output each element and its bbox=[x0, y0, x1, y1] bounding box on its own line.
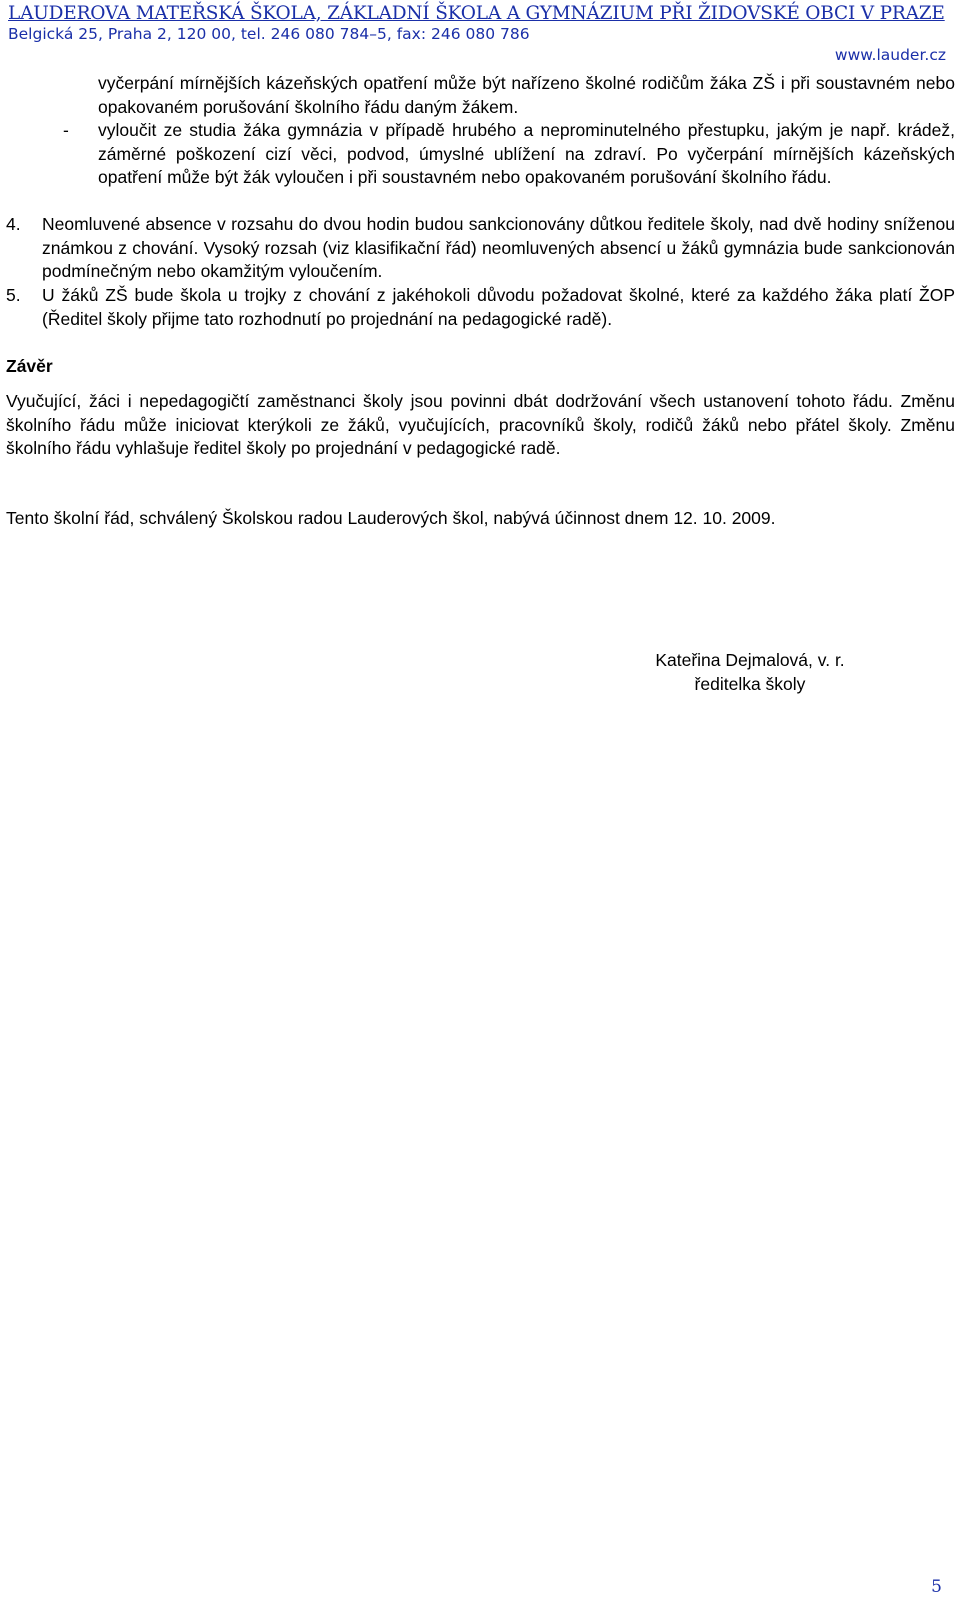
bullet-dash: - bbox=[63, 120, 69, 140]
section-heading: Závěr bbox=[6, 356, 53, 376]
page-number: 5 bbox=[931, 1577, 942, 1597]
effective-date-paragraph: Tento školní řád, schválený Školskou radou Lauderových škol, nabývá účinnost dnem 12. 10. 2009. bbox=[6, 508, 776, 528]
school-website: www.lauder.cz bbox=[834, 46, 946, 64]
item-number-5: 5. bbox=[6, 285, 21, 305]
continuation-paragraph: vyčerpání mírnějších kázeňských opatření může být nařízeno školné rodičům žáka ZŠ i při soustavném nebo opakovaném porušování školního řádu daným žákem. bbox=[98, 73, 955, 117]
item-text-4: Neomluvené absence v rozsahu do dvou hodin budou sankcionovány důtkou ředitele školy, nad dvě hodiny sníženou známkou z chování. Vysoký rozsah (viz klasifikační řád) neomluvených absencí u žáků gymnázia bude sankcionován podmínečným nebo okamžitým vyloučením. bbox=[42, 214, 955, 281]
school-address: Belgická 25, Praha 2, 120 00, tel. 246 080 784–5, fax: 246 080 786 bbox=[8, 25, 530, 43]
bullet-paragraph: vyloučit ze studia žáka gymnázia v případě hrubého a neprominutelného přestupku, jakým je např. krádež, záměrné poškození cizí věci, podvod, úmyslné ublížení na zdraví. Po vyčerpání mírnějších kázeňských opatření může být žák vyloučen i při soustavném nebo opakovaném porušování školního řádu. bbox=[98, 120, 955, 187]
signature-name: Kateřina Dejmalová, v. r. bbox=[655, 650, 845, 670]
item-number-4: 4. bbox=[6, 214, 21, 234]
signature-role: ředitelka školy bbox=[694, 674, 806, 694]
school-name-header: LAUDEROVA MATEŘSKÁ ŠKOLA, ZÁKLADNÍ ŠKOLA A GYMNÁZIUM PŘI ŽIDOVSKÉ OBCI V PRAZE bbox=[8, 3, 945, 24]
item-text-5: U žáků ZŠ bude škola u trojky z chování z jakéhokoli důvodu požadovat školné, které za každého žáka platí ŽOP (Ředitel školy přijme tato rozhodnutí po projednání na pedagogické radě). bbox=[42, 285, 955, 329]
conclusion-paragraph: Vyučující, žáci i nepedagogičtí zaměstnanci školy jsou povinni dbát dodržování všech ustanovení tohoto řádu. Změnu školního řádu může iniciovat kterýkoli ze žáků, vyučujících, pracovníků školy, rodičů žáků nebo přátel školy. Změnu školního řádu vyhlašuje ředitel školy po projednání v pedagogické radě. bbox=[6, 391, 955, 458]
